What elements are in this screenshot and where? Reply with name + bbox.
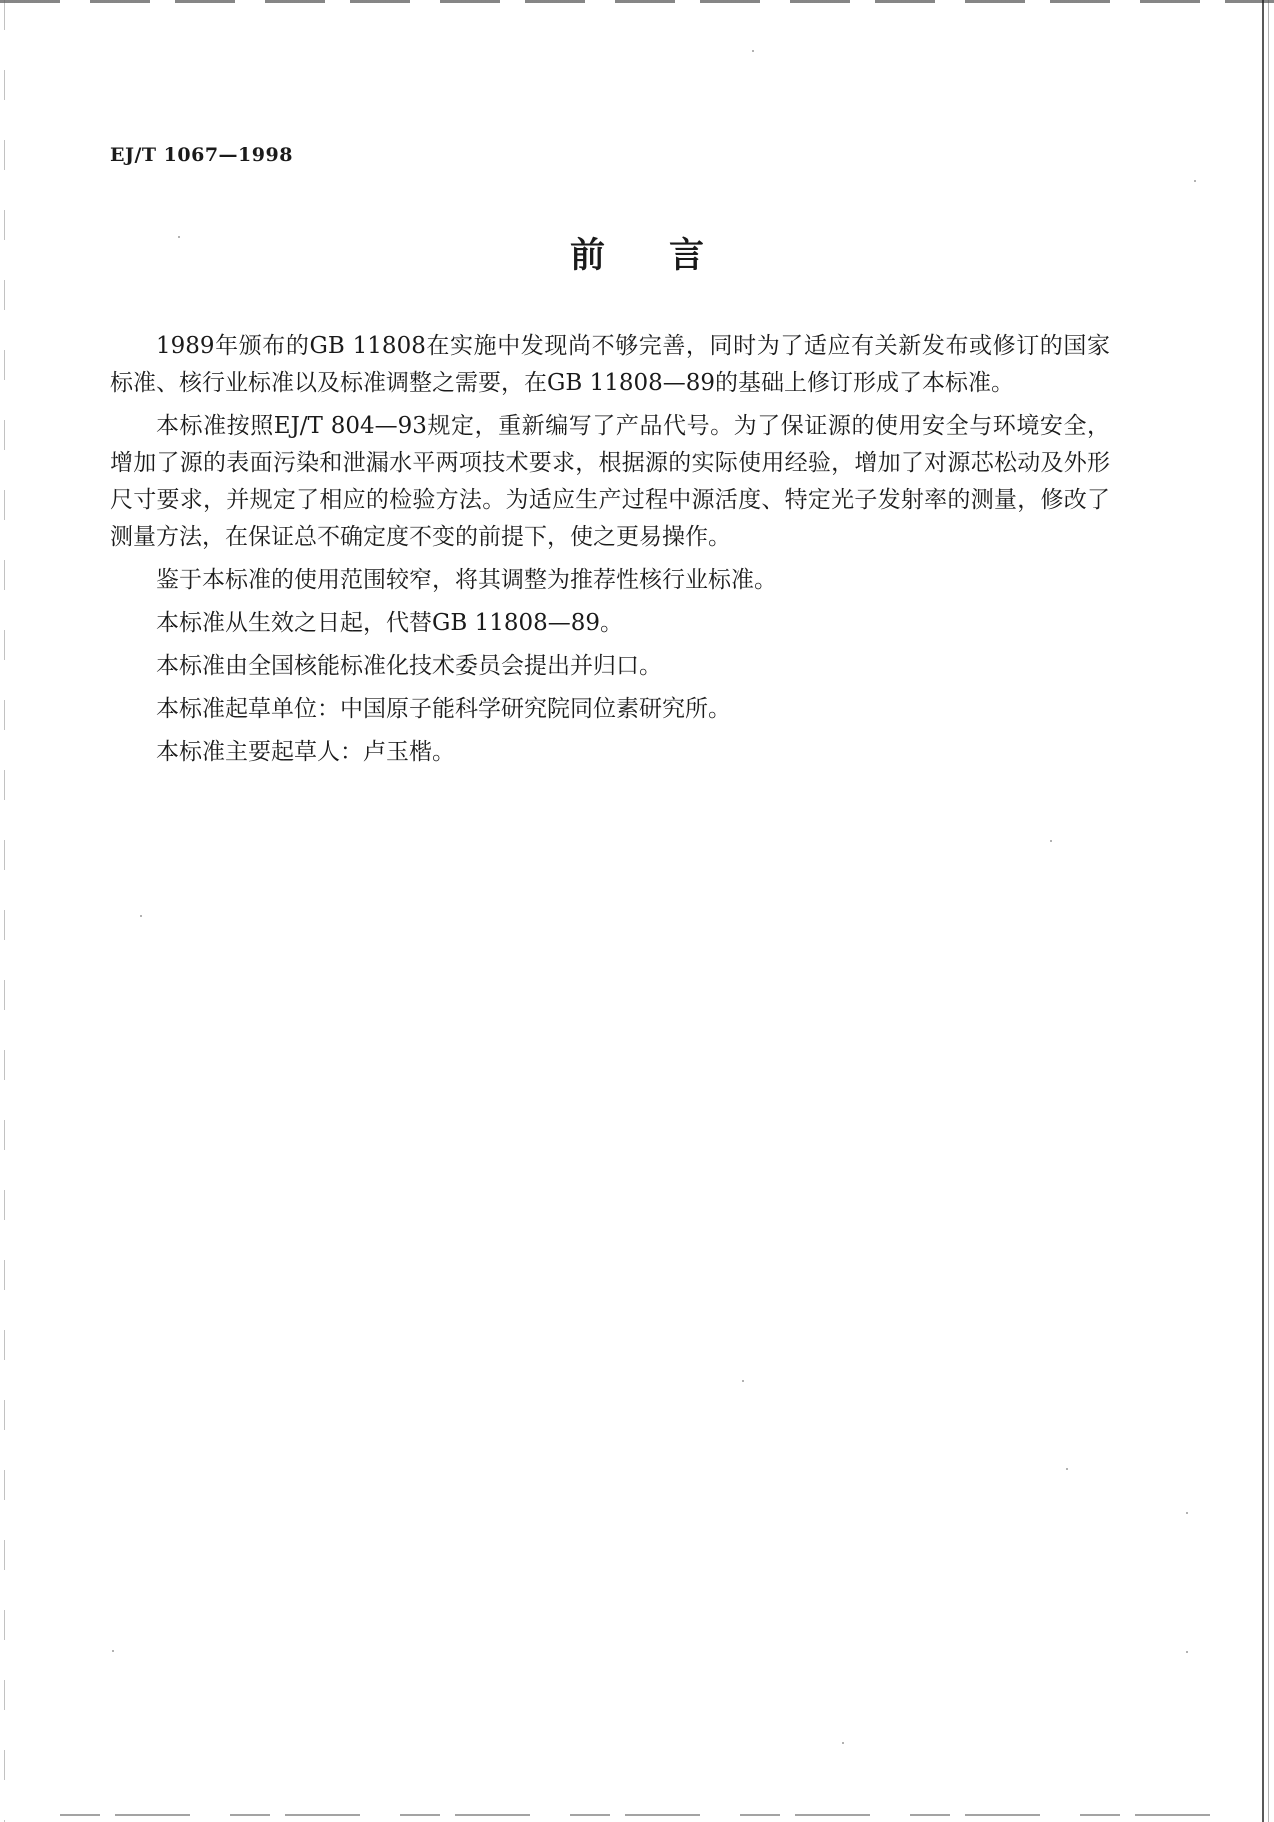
paragraph-drafter: 本标准主要起草人：卢玉楷。: [156, 739, 455, 765]
paragraph-changes: 本标准按照EJ/T 804—93规定，重新编写了产品代号。为了保证源的使用安全与环境安全，增加了源的表面污染和泄漏水平两项技术要求，根据源的实际使用经验，增加了对源芯松动及外形尺寸要求，并规定了相应的检验方法。为适应生产过程中源活度、特定光子发射率的测量，修改了测量方法，在保证总不确定度不变的前提下，使之更易操作。: [110, 413, 1110, 550]
scan-speck: [1186, 1651, 1188, 1653]
scan-speck: [140, 915, 142, 917]
scan-speck: [742, 1380, 744, 1382]
document-body: [110, 328, 1110, 777]
paragraph-scope: 鉴于本标准的使用范围较窄，将其调整为推荐性核行业标准。: [156, 567, 777, 593]
scan-speck: [1066, 1468, 1068, 1470]
scan-edge-bottom: [60, 1814, 1240, 1816]
paragraph-drafting-unit: 本标准起草单位：中国原子能科学研究院同位素研究所。: [156, 696, 731, 722]
scan-speck: [1194, 180, 1196, 182]
scan-speck: [1186, 1512, 1188, 1514]
scan-speck: [752, 50, 754, 52]
paragraph-revision-background: 1989年颁布的GB 11808在实施中发现尚不够完善，同时为了适应有关新发布或修订的国家标准、核行业标准以及标准调整之需要，在GB 11808—89的基础上修订形成了本标准。: [110, 333, 1110, 396]
page-title: 前言: [569, 236, 768, 276]
scan-speck: [842, 1742, 844, 1744]
scan-speck: [1050, 840, 1052, 842]
paragraph-proposer: 本标准由全国核能标准化技术委员会提出并归口。: [156, 653, 662, 679]
paragraph-replacement: 本标准从生效之日起，代替GB 11808—89。: [156, 610, 624, 636]
scan-speck: [112, 1650, 114, 1652]
document-code: EJ/T 1067—1998: [110, 144, 293, 166]
scan-edge-top: [0, 0, 1274, 3]
